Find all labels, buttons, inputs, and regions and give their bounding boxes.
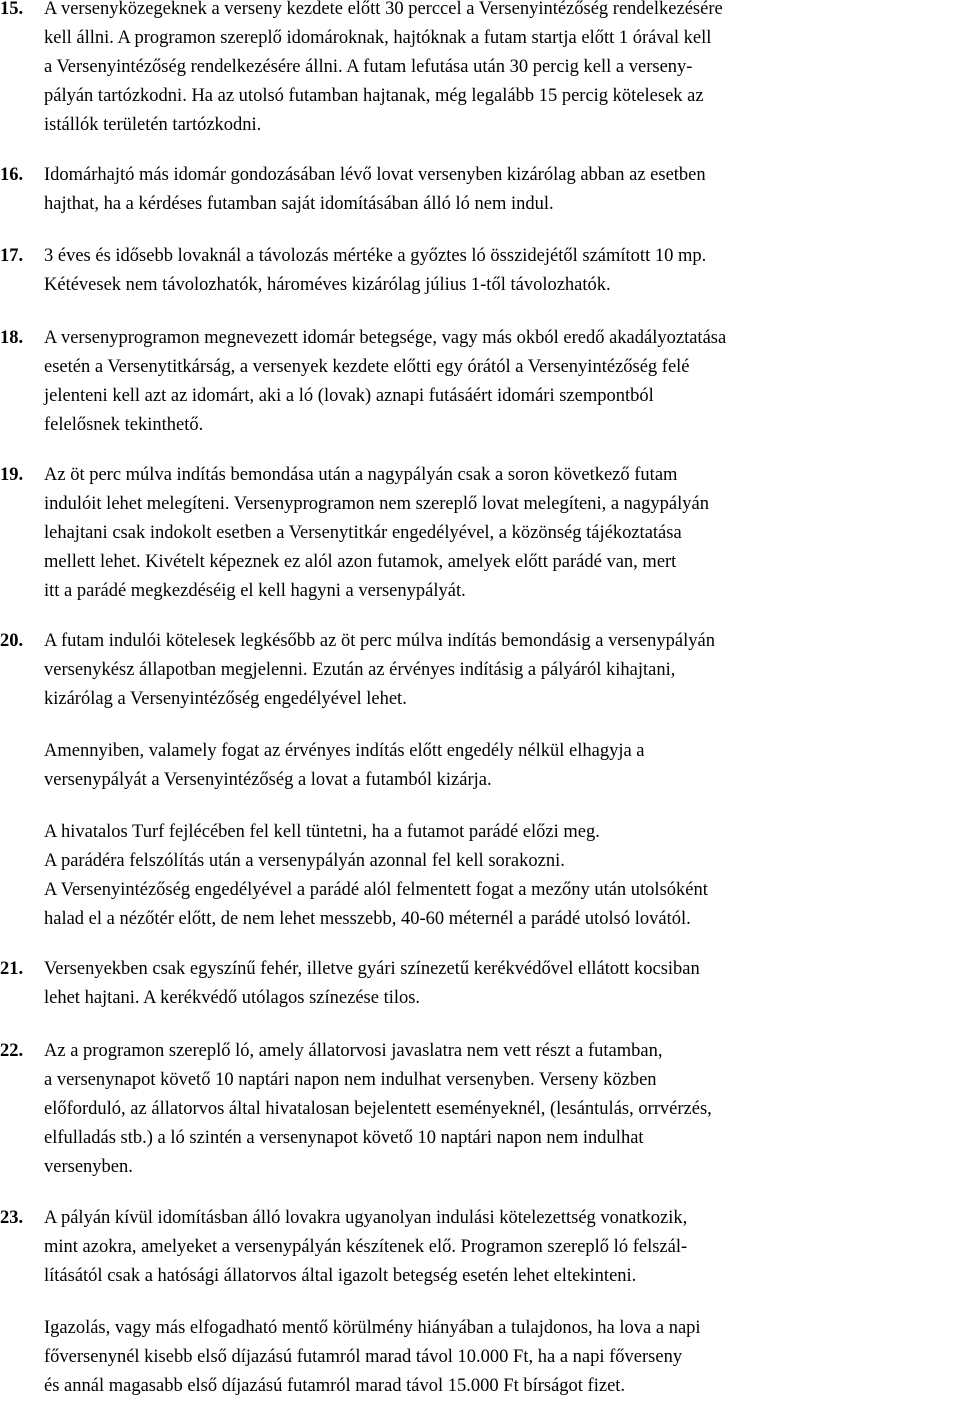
text-line: 3 éves és idősebb lovaknál a távolozás mértéke a győztes ló összidejétől számított 10 mp. bbox=[44, 246, 707, 266]
section-number: 17. bbox=[0, 246, 24, 266]
text-line: elfulladás stb.) a ló szintén a versenynapot követő 10 naptári napon nem indulhat bbox=[44, 1128, 644, 1148]
section-number: 15. bbox=[0, 0, 24, 19]
section-number: 19. bbox=[0, 465, 24, 485]
text-line: itt a parádé megkezdéséig el kell hagyni a versenypályát. bbox=[44, 581, 466, 601]
section-number: 21. bbox=[0, 959, 24, 979]
text-line: kell állni. A programon szereplő idomároknak, hajtóknak a futam startja előtt 1 órával kell bbox=[44, 28, 712, 48]
text-line: Kétévesek nem távolozhatók, hároméves kizárólag július 1-től távolozhatók. bbox=[44, 275, 611, 295]
text-line: Igazolás, vagy más elfogadható mentő körülmény hiányában a tulajdonos, ha lova a napi bbox=[44, 1318, 701, 1338]
section-number: 18. bbox=[0, 328, 24, 348]
section-number: 23. bbox=[0, 1208, 24, 1228]
text-line: a Versenyintézőség rendelkezésére állni. A futam lefutása után 30 percig kell a verseny- bbox=[44, 57, 693, 77]
text-line: Amennyiben, valamely fogat az érvényes indítás előtt engedély nélkül elhagyja a bbox=[44, 741, 645, 761]
text-line: A versenyprogramon megnevezett idomár betegsége, vagy más okból eredő akadályoztatása bbox=[44, 328, 727, 348]
text-line: istállók területén tartózkodni. bbox=[44, 115, 262, 135]
text-line: pályán tartózkodni. Ha az utolsó futamban hajtanak, még legalább 15 percig kötelesek az bbox=[44, 86, 704, 106]
text-line: jelenteni kell azt az idomárt, aki a ló (lovak) aznapi futásáért idomári szempontból bbox=[44, 386, 654, 406]
text-line: a versenynapot követő 10 naptári napon nem indulhat versenyben. Verseny közben bbox=[44, 1070, 657, 1090]
text-line: A parádéra felszólítás után a versenypályán azonnal fel kell sorakozni. bbox=[44, 851, 565, 871]
text-line: versenykész állapotban megjelenni. Ezután az érvényes indításig a pályáról kihajtani, bbox=[44, 660, 676, 680]
text-line: hajthat, ha a kérdéses futamban saját idomításában álló ló nem indul. bbox=[44, 194, 554, 214]
text-line: indulóit lehet melegíteni. Versenyprogramon nem szereplő lovat melegíteni, a nagypályán bbox=[44, 494, 709, 514]
text-line: mellett lehet. Kivételt képeznek ez alól azon futamok, amelyek előtt parádé van, mert bbox=[44, 552, 677, 572]
section-number: 20. bbox=[0, 631, 24, 651]
text-line: A futam indulói kötelesek legkésőbb az öt perc múlva indítás bemondásig a versenypályán bbox=[44, 631, 715, 651]
section-number: 22. bbox=[0, 1041, 24, 1061]
text-line: versenyben. bbox=[44, 1157, 133, 1177]
text-line: mint azokra, amelyeket a versenypályán készítenek elő. Programon szereplő ló felszál- bbox=[44, 1237, 688, 1257]
text-line: Az a programon szereplő ló, amely állatorvosi javaslatra nem vett részt a futamban, bbox=[44, 1041, 663, 1061]
text-line: halad el a nézőtér előtt, de nem lehet messzebb, 40-60 méternél a parádé utolsó lovától. bbox=[44, 909, 691, 929]
section-number: 16. bbox=[0, 165, 24, 185]
text-line: kizárólag a Versenyintézőség engedélyével lehet. bbox=[44, 689, 407, 709]
text-line: esetén a Versenytitkárság, a versenyek kezdete előtti egy órától a Versenyintézőség felé bbox=[44, 357, 690, 377]
text-line: lehajtani csak indokolt esetben a Versenytitkár engedélyével, a közönség tájékoztatása bbox=[44, 523, 682, 543]
text-line: előforduló, az állatorvos által hivatalosan bejelentett eseményeknél, (lesántulás, orrvérzés, bbox=[44, 1099, 712, 1119]
text-line: Az öt perc múlva indítás bemondása után a nagypályán csak a soron következő futam bbox=[44, 465, 678, 485]
text-line: főversenynél kisebb első díjazású futamról marad távol 10.000 Ft, ha a napi főverseny bbox=[44, 1347, 683, 1367]
text-line: lehet hajtani. A kerékvédő utólagos színezése tilos. bbox=[44, 988, 421, 1008]
text-line: A pályán kívül idomításban álló lovakra ugyanolyan indulási kötelezettség vonatkozik, bbox=[44, 1208, 688, 1228]
text-line: Versenyekben csak egyszínű fehér, illetve gyári színezetű kerékvédővel ellátott kocsiban bbox=[44, 959, 700, 979]
text-line: lításától csak a hatósági állatorvos által igazolt betegség esetén lehet eltekinteni. bbox=[44, 1266, 637, 1286]
text-line: versenypályát a Versenyintézőség a lovat a futamból kizárja. bbox=[44, 770, 492, 790]
text-line: A Versenyintézőség engedélyével a parádé alól felmentett fogat a mezőny után utolsóként bbox=[44, 880, 708, 900]
text-line: és annál magasabb első díjazású futamról marad távol 15.000 Ft bírságot fizet. bbox=[44, 1376, 626, 1396]
text-line: A versenyközegeknek a verseny kezdete előtt 30 perccel a Versenyintézőség rendelkezésére bbox=[44, 0, 723, 19]
text-line: Idomárhajtó más idomár gondozásában lévő lovat versenyben kizárólag abban az esetben bbox=[44, 165, 706, 185]
text-line: felelősnek tekinthető. bbox=[44, 415, 204, 435]
text-line: A hivatalos Turf fejlécében fel kell tüntetni, ha a futamot parádé előzi meg. bbox=[44, 822, 600, 842]
